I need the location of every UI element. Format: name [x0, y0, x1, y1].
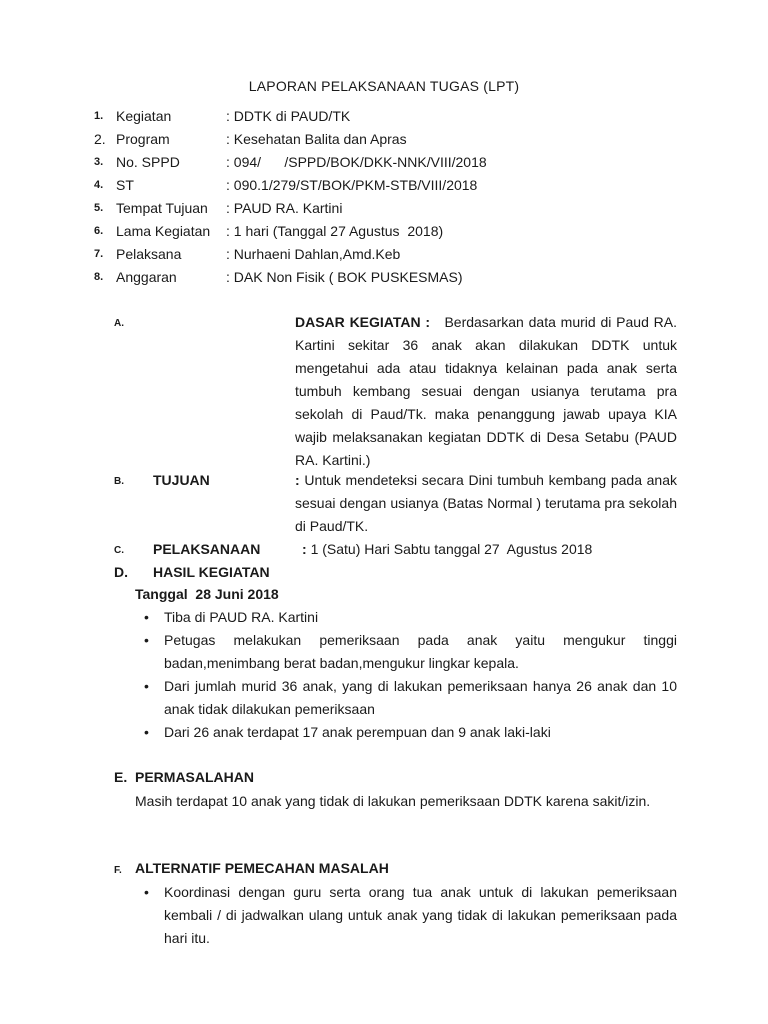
section-f-letter: F. — [114, 865, 122, 876]
list-item — [144, 606, 677, 629]
section-c-line — [302, 541, 592, 557]
list-item-text: Tiba di PAUD RA. Kartini — [164, 609, 319, 625]
document-title: LAPORAN PELAKSANAAN TUGAS (LPT) — [248, 78, 520, 94]
info-num: 4. — [94, 179, 104, 191]
info-num: 2. — [94, 131, 106, 147]
list-item — [144, 721, 677, 744]
bullet-icon: • — [144, 884, 149, 900]
info-value: : 094/ /SPPD/BOK/DKK-NNK/VIII/2018 — [226, 154, 487, 170]
info-num: 3. — [94, 156, 104, 168]
section-b-colon: : — [295, 472, 300, 488]
section-c-letter: C. — [114, 545, 124, 556]
section-a-letter: A. — [114, 318, 124, 329]
info-label: Program — [116, 131, 170, 147]
section-e-heading: PERMASALAHAN — [135, 769, 254, 785]
section-b-paragraph — [295, 469, 677, 538]
list-item — [144, 629, 677, 675]
list-item — [144, 675, 677, 721]
bullet-icon: • — [144, 724, 149, 740]
info-num: 6. — [94, 225, 104, 237]
info-label: Lama Kegiatan — [116, 223, 211, 239]
info-value: : 090.1/279/ST/BOK/PKM-STB/VIII/2018 — [226, 177, 478, 193]
section-d-heading: HASIL KEGIATAN — [153, 564, 270, 580]
info-label: No. SPPD — [116, 154, 180, 170]
info-label: ST — [116, 177, 134, 193]
section-d-date: Tanggal 28 Juni 2018 — [135, 586, 279, 602]
info-value: : 1 hari (Tanggal 27 Agustus 2018) — [226, 223, 444, 239]
section-a-text: Berdasarkan data murid di Paud RA. Kartini sekitar 36 anak akan dilakukan DDTK untuk mengetahui ada atau tidaknya kelainan pada anak serta tumbuh kembang sesuai dengan usianya terutama pra sekolah di Paud/Tk. maka penanggung jawab upaya KIA wajib melaksanakan kegiatan DDTK di Desa Setabu (PAUD RA. Kartini.) — [295, 314, 677, 468]
section-b-heading: TUJUAN — [153, 472, 210, 488]
section-e-paragraph: Masih terdapat 10 anak yang tidak di lakukan pemeriksaan DDTK karena sakit/izin. — [135, 793, 651, 809]
section-c-text: 1 (Satu) Hari Sabtu tanggal 27 Agustus 2018 — [310, 541, 593, 557]
section-a-heading: DASAR KEGIATAN : — [295, 314, 431, 330]
info-label: Kegiatan — [116, 108, 172, 124]
list-item-text: Dari jumlah murid 36 anak, yang di lakukan pemeriksaan hanya 26 anak dan 10 anak tidak dilakukan pemeriksaan — [164, 678, 677, 717]
section-c-colon: : — [302, 541, 307, 557]
bullet-icon: • — [144, 678, 149, 694]
section-a-paragraph — [295, 311, 677, 472]
info-num: 5. — [94, 202, 104, 214]
info-value: : Nurhaeni Dahlan,Amd.Keb — [226, 246, 401, 262]
info-label: Tempat Tujuan — [116, 200, 208, 216]
section-d-letter: D. — [114, 564, 128, 580]
bullet-icon: • — [144, 609, 149, 625]
list-item-text: Dari 26 anak terdapat 17 anak perempuan dan 9 anak laki-laki — [164, 724, 551, 740]
section-b-text: Untuk mendeteksi secara Dini tumbuh kembang pada anak sesuai dengan usianya (Batas Normal ) terutama pra sekolah di Paud/TK. — [295, 472, 677, 534]
info-value: : PAUD RA. Kartini — [226, 200, 343, 216]
list-item-text: Petugas melakukan pemeriksaan pada anak yaitu mengukur tinggi badan,menimbang berat badan,mengukur lingkar kepala. — [164, 632, 677, 671]
section-e-letter: E. — [114, 769, 128, 785]
bullet-icon: • — [144, 632, 149, 648]
info-label: Anggaran — [116, 269, 177, 285]
section-d-bullet-list — [144, 606, 677, 744]
info-num: 8. — [94, 271, 104, 283]
list-item-text: Koordinasi dengan guru serta orang tua anak untuk di lakukan pemeriksaan kembali / di jadwalkan ulang untuk anak yang tidak di lakukan pemeriksaan pada hari itu. — [164, 884, 677, 946]
info-value: : DDTK di PAUD/TK — [226, 108, 351, 124]
info-value: : Kesehatan Balita dan Apras — [226, 131, 407, 147]
info-num: 1. — [94, 110, 104, 122]
section-b-letter: B. — [114, 476, 124, 487]
list-item — [144, 881, 677, 950]
info-num: 7. — [94, 248, 104, 260]
info-value: : DAK Non Fisik ( BOK PUSKESMAS) — [226, 269, 463, 285]
info-label: Pelaksana — [116, 246, 182, 262]
section-f-heading: ALTERNATIF PEMECAHAN MASALAH — [135, 860, 389, 876]
section-f-bullet-list — [144, 881, 677, 950]
section-c-heading: PELAKSANAAN — [153, 541, 261, 557]
